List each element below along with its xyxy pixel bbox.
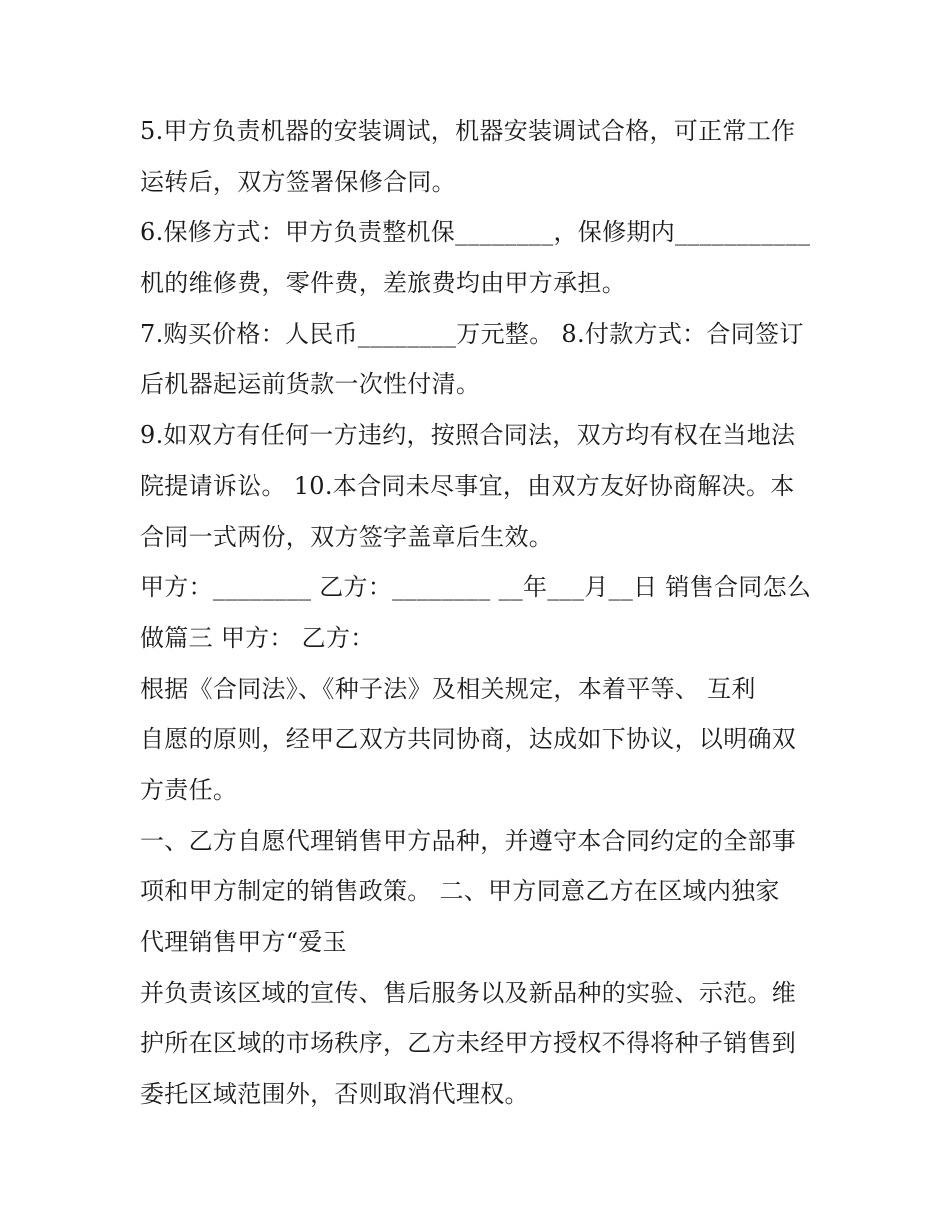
text-line: 一、乙方自愿代理销售甲方品种，并遵守本合同约定的全部事 [140,826,797,855]
text-line: 机的维修费，零件费，差旅费均由甲方承担。 [140,269,626,298]
text-line: 5.甲方负责机器的安装调试，机器安装调试合格，可正常工作 [140,117,796,145]
text-line: 7.购买价格：人民币________万元整。 8.付款方式：合同签订 [140,319,804,348]
text-line: 委托区域范围外，否则取消代理权。 [140,1080,529,1109]
text-line: 自愿的原则，经甲乙双方共同协商，达成如下协议，以明确双 [140,725,797,754]
text-line: 院提请诉讼。 10.本合同未尽事宜，由双方友好协商解决。本 [140,471,795,500]
text-line: 并负责该区域的宣传、售后服务以及新品种的实验、示范。维 [140,978,797,1007]
text-line: 9.如双方有任何一方违约，按照合同法，双方均有权在当地法 [140,421,796,450]
text-line: 项和甲方制定的销售政策。 二、甲方同意乙方在区域内独家 [140,877,780,906]
text-line: 方责任。 [140,775,238,804]
text-line: 甲方：________ 乙方：________ __年___月__日 销售合同怎么 [140,573,812,602]
text-line: 合同一式两份，双方签字盖章后生效。 [140,522,554,551]
text-line: 6.保修方式：甲方负责整机保________，保修期内___________ [140,218,811,247]
document-body [140,106,820,1120]
text-line: 做篇三 甲方： 乙方： [140,623,375,652]
text-line: 护所在区域的市场秩序，乙方未经甲方授权不得将种子销售到 [140,1029,797,1058]
text-line: 根据《合同法》、《种子法》及相关规定，本着平等、 互利 [140,674,756,703]
text-line: 后机器起运前货款一次性付清。 [140,370,481,399]
text-line: 代理销售甲方“爱玉 [140,928,347,956]
text-line: 运转后，双方签署保修合同。 [140,167,456,196]
